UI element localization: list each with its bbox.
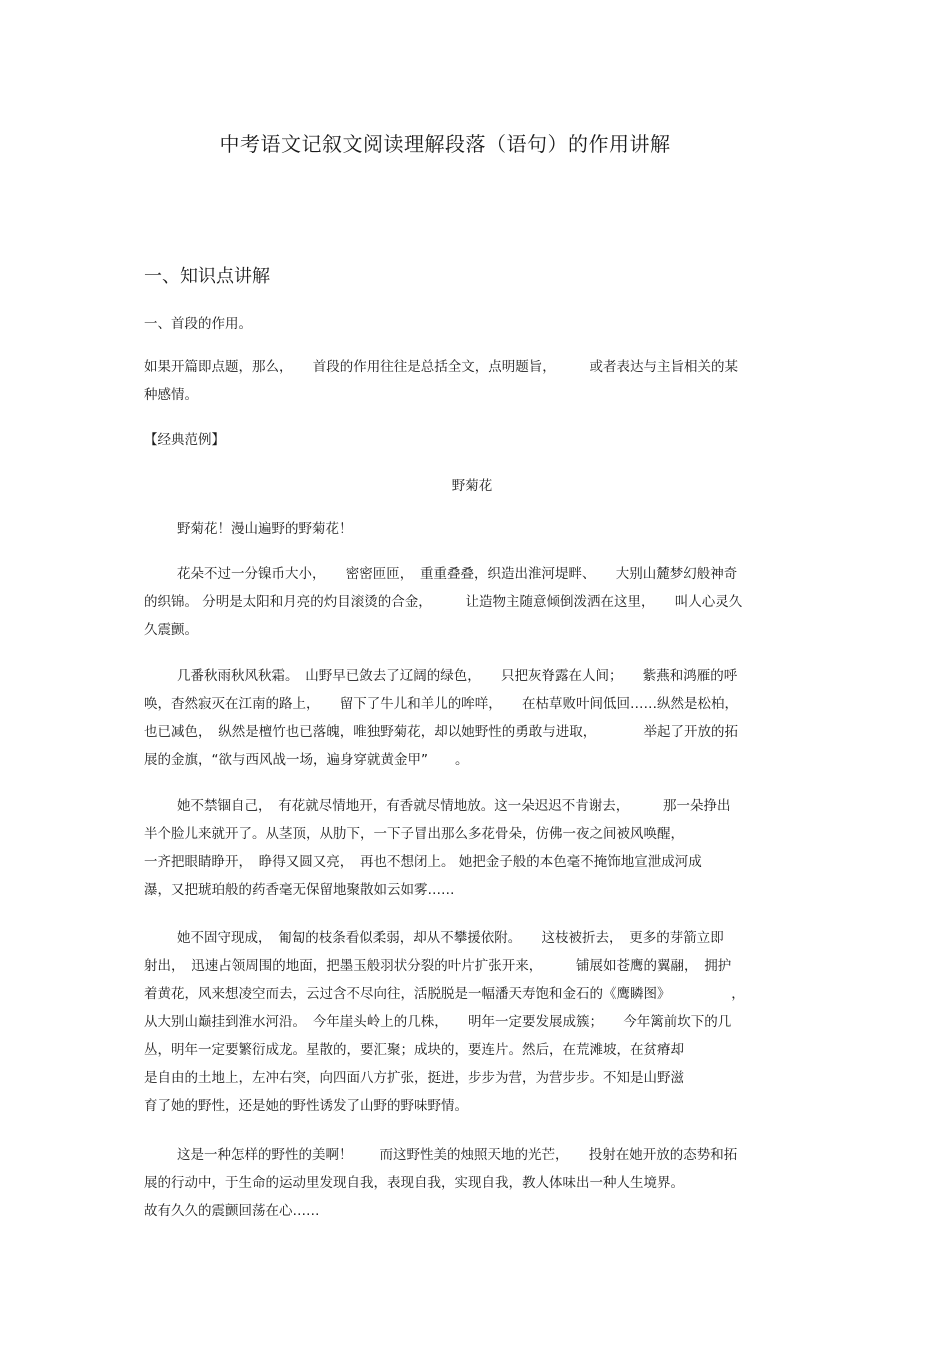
- section-heading: 一、知识点讲解: [144, 266, 270, 287]
- paragraph-line: 瀑，又把琥珀般的药香毫无保留地聚散如云如雾……: [144, 882, 455, 898]
- paragraph-line: 育了她的野性，还是她的野性诱发了山野的野味野情。: [144, 1098, 468, 1114]
- essay-paragraph-3: [144, 662, 804, 774]
- essay-title: [144, 472, 800, 500]
- paragraph-line: 花朵不过一分镍币大小， 密密匝匝， 重重叠叠，织造出淮河堤畔、 大别山麓梦幻般神奇: [177, 566, 738, 582]
- paragraph-line: 一齐把眼睛睁开， 睁得又圆又亮， 再也不想闭上。 她把金子般的本色毫不掩饰地宣泄成河成: [144, 854, 702, 870]
- paragraph-line: 展的行动中，于生命的运动里发现自我，表现自我，实现自我，教人体味出一种人生境界。: [144, 1175, 684, 1191]
- essay-paragraph-1: [144, 515, 804, 543]
- paragraph-line: 久震颤。: [144, 622, 198, 638]
- paragraph-line: 她不禁锢自己， 有花就尽情地开，有香就尽情地放。这一朵迟迟不肯谢去， 那一朵挣出: [177, 798, 731, 814]
- essay-paragraph-5: [144, 924, 804, 1120]
- paragraph-line: 故有久久的震颤回荡在心……: [144, 1203, 320, 1219]
- paragraph-line: 这是一种怎样的野性的美啊！ 而这野性美的烛照天地的光芒， 投射在她开放的态势和拓: [177, 1147, 738, 1163]
- document-title: 中考语文记叙文阅读理解段落（语句）的作用讲解: [219, 132, 671, 156]
- intro-paragraph: [144, 353, 804, 409]
- essay-paragraph-6: [144, 1141, 804, 1225]
- paragraph-line: 几番秋雨秋风秋霜。 山野早已敛去了辽阔的绿色， 只把灰脊露在人间； 紫燕和鸿雁的呼: [177, 668, 738, 684]
- subsection-heading: [144, 310, 804, 338]
- paragraph-line: 野菊花！漫山遍野的野菊花！: [177, 521, 353, 537]
- paragraph-line: 射出， 迅速占领周围的地面，把墨玉般羽状分裂的叶片扩张开来， 铺展如苍鹰的翼翮， 拥护: [144, 958, 732, 974]
- intro-line: 如果开篇即点题，那么， 首段的作用往往是总括全文，点明题旨， 或者表达与主旨相关的某: [144, 359, 738, 375]
- paragraph-line: 从大别山巅挂到淮水河沿。 今年崖头岭上的几株， 明年一定要发展成簇； 今年篱前坎下的几: [144, 1014, 732, 1030]
- essay-paragraph-2: [144, 560, 804, 644]
- paragraph-line: 展的金旗，“欲与西风战一场，遍身穿就黄金甲” 。: [144, 752, 469, 768]
- essay-paragraph-4: [144, 792, 804, 904]
- example-label: [144, 426, 804, 454]
- paragraph-line: 她不固守现成， 匍匐的枝条看似柔弱，却从不攀援依附。 这枝被折去， 更多的芽箭立即: [177, 930, 724, 946]
- essay-title-text: 野菊花: [451, 478, 493, 494]
- paragraph-line: 着黄花，风来想凌空而去，云过含不尽向往，活脱脱是一幅潘天寿饱和金石的《鹰瞵图》 ，: [144, 986, 745, 1002]
- paragraph-line: 丛，明年一定要繁衍成龙。星散的，要汇聚；成块的，要连片。然后，在荒滩坡，在贫瘠却: [144, 1042, 684, 1058]
- paragraph-line: 也已减色， 纵然是檀竹也已落魄，唯独野菊花，却以她野性的勇敢与进取， 举起了开放的拓: [144, 724, 738, 740]
- subsection-text: 一、首段的作用。: [144, 316, 252, 332]
- intro-line: 种感情。: [144, 387, 198, 403]
- paragraph-line: 唤，杳然寂灭在江南的路上， 留下了牛儿和羊儿的哞咩， 在枯草败叶间低回……纵然是松柏，: [144, 696, 738, 712]
- paragraph-line: 的织锦。 分明是太阳和月亮的灼目滚烫的合金， 让造物主随意倾倒泼洒在这里， 叫人心灵久: [144, 594, 743, 610]
- example-label-text: 【经典范例】: [144, 432, 225, 448]
- paragraph-line: 半个脸儿来就开了。从茎顶，从肋下，一下子冒出那么多花骨朵，仿佛一夜之间被风唤醒，: [144, 826, 684, 842]
- paragraph-line: 是自由的土地上，左冲右突，向四面八方扩张，挺进，步步为营，为营步步。不知是山野滋: [144, 1070, 684, 1086]
